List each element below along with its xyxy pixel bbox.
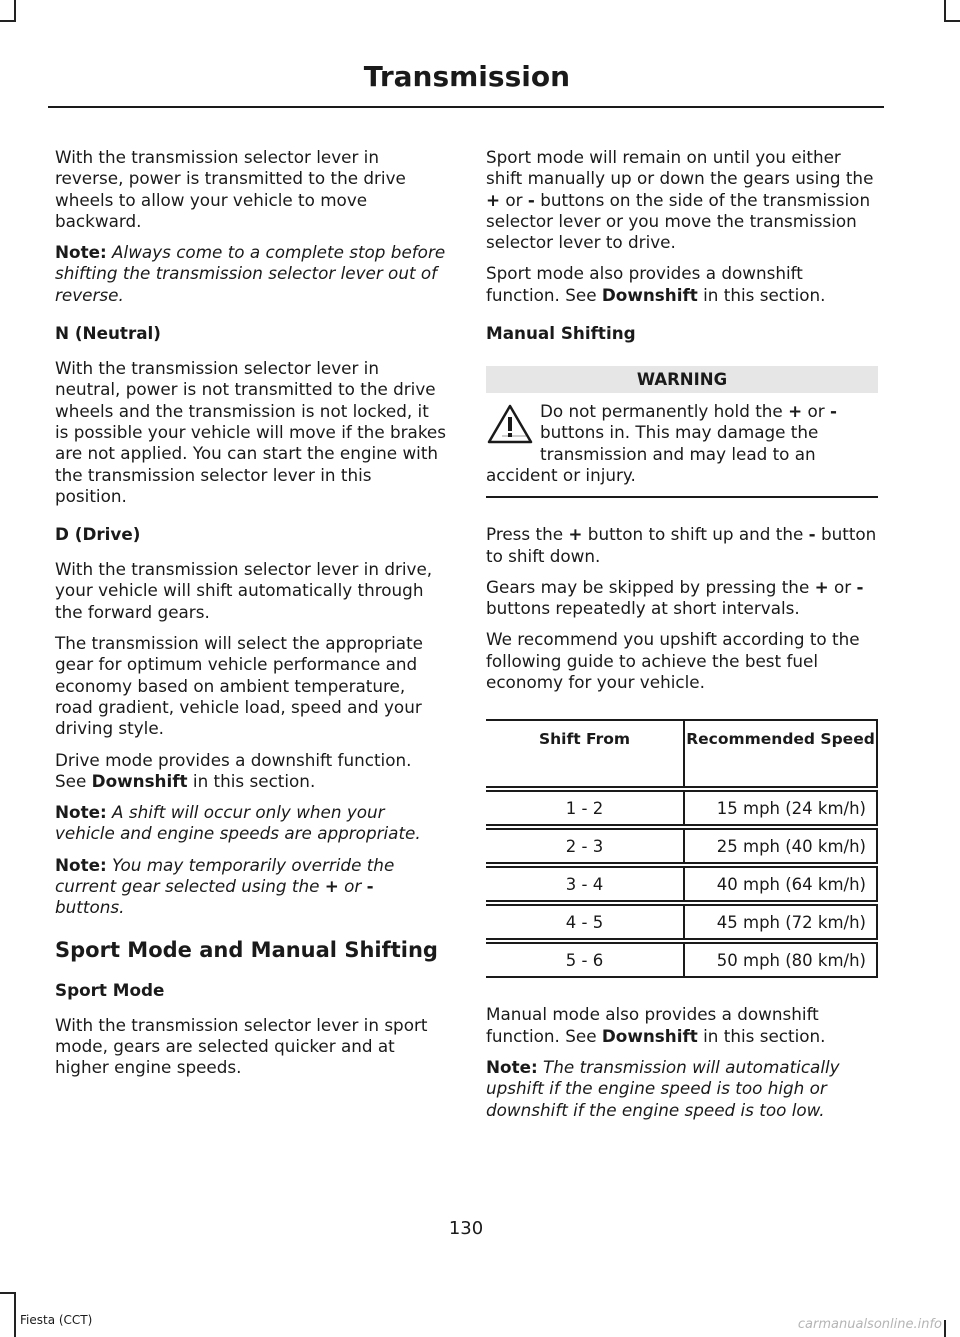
note-text: The transmission will automatically upshift if the engine speed is too high or downshift if the engine speed is too low. [486,1056,840,1120]
text: buttons in. This may damage the transmission and may lead to an [540,422,819,464]
paragraph: With the transmission selector lever in reverse, power is transmitted to the drive wheels to allow your vehicle to move backward. [55,147,406,231]
plus-symbol: + [814,576,829,597]
note-label: Note: [55,802,107,823]
crop-mark [14,1292,16,1337]
shift-from-cell: 5 - 6 [486,943,684,977]
note [55,855,447,919]
warning-triangle-icon [486,403,534,445]
shift-from-cell: 3 - 4 [486,867,684,901]
plus-symbol: + [486,189,501,210]
text: button to shift down. [486,524,877,566]
note-text: buttons. [55,897,125,918]
model-label: Fiesta (CCT) [20,1313,93,1327]
text: Do not permanently hold the [540,401,783,422]
column-header-recommended-speed: Recommended Speed [684,720,877,787]
speed-cell: 15 mph (24 km/h) [684,791,877,825]
warning-title: WARNING [486,366,878,393]
text: Press the [486,524,564,545]
text: in this section. [703,284,826,305]
text: or [505,189,523,210]
minus-symbol: - [527,189,535,210]
paragraph [486,263,878,306]
text: Drive mode provides a downshift function. See [55,749,412,791]
paragraph: With the transmission selector lever in drive, your vehicle will shift automatically through the forward gears. [55,559,433,622]
text: or [807,401,825,422]
note-text: or [344,876,362,897]
text: in this section. [703,1025,826,1046]
shift-from-cell: 2 - 3 [486,829,684,863]
text: Sport mode will remain on until you either shift manually up or down the gears using the [486,147,874,189]
speed-cell: 40 mph (64 km/h) [684,867,877,901]
shift-from-cell: 4 - 5 [486,905,684,939]
note-label: Note: [486,1056,538,1077]
speed-cell: 50 mph (80 km/h) [684,943,877,977]
table-header-row [486,720,877,787]
page-number: 130 [448,1218,484,1239]
section-heading-drive: D (Drive) [55,524,141,545]
paragraph: With the transmission selector lever in neutral, power is not transmitted to the drive wheels and the transmission is not locked, it is possible your vehicle will move if the brakes are not applied. You can start the engine with the transmission selector lever in this position. [55,358,446,506]
table-row [486,829,877,863]
note-text: You may temporarily override the current gear selected using the [55,854,395,897]
paragraph [486,524,878,567]
table-row [486,905,877,939]
note-text: A shift will occur only when your vehicle and engine speeds are appropriate. [55,802,421,844]
paragraph [55,750,447,793]
text: or [834,576,852,597]
text: buttons repeatedly at short intervals. [486,598,800,619]
note [55,802,447,845]
plus-symbol: + [324,876,339,897]
minus-symbol: - [808,524,816,545]
minus-symbol: - [856,576,864,597]
paragraph: We recommend you upshift according to the following guide to achieve the best fuel economy for your vehicle. [486,629,860,693]
left-column [55,147,447,1089]
page-title: Transmission [363,60,570,93]
shift-from-cell: 1 - 2 [486,791,684,825]
shift-speed-table [486,719,878,978]
warning-box [486,401,878,498]
text: in this section. [192,770,316,791]
right-column [486,147,878,1131]
table-row [486,867,877,901]
watermark: carmanualsonline.info [797,1317,942,1332]
paragraph [486,577,878,620]
note-label: Note: [55,242,107,263]
speed-cell: 25 mph (40 km/h) [684,829,877,863]
speed-cell: 45 mph (72 km/h) [684,905,877,939]
cross-reference-downshift: Downshift [91,770,188,791]
cross-reference-downshift: Downshift [601,284,698,305]
text: Manual mode also provides a downshift function. See [486,1004,819,1046]
header-rule [48,106,884,108]
crop-mark [944,20,960,22]
text: Gears may be skipped by pressing the [486,576,810,597]
cross-reference-downshift: Downshift [601,1025,698,1046]
paragraph: With the transmission selector lever in sport mode, gears are selected quicker and at higher engine speeds. [55,1014,428,1078]
crop-mark [0,20,16,22]
minus-symbol: - [366,876,374,897]
paragraph [486,147,878,253]
section-heading-sport: Sport Mode [55,979,165,1000]
table-row [486,943,877,977]
plus-symbol: + [568,524,583,545]
paragraph [486,1004,878,1047]
section-heading-manual: Manual Shifting [486,323,636,344]
note [55,242,447,306]
warning-text [540,401,878,465]
text: buttons on the side of the transmission selector lever or you move the transmission selector lever to drive. [486,189,871,253]
text: button to shift up and the [587,524,804,545]
table-row [486,791,877,825]
paragraph: The transmission will select the appropriate gear for optimum vehicle performance and economy based on ambient temperature, road gradient, vehicle load, speed and your driving style. [55,633,423,739]
minus-symbol: - [830,401,837,422]
note-text: Always come to a complete stop before shifting the transmission selector lever out of reverse. [55,242,446,305]
crop-mark [14,0,16,22]
crop-mark [944,1320,946,1337]
text: Sport mode also provides a downshift function. See [486,263,803,305]
crop-mark [0,1292,16,1294]
plus-symbol: + [788,401,803,422]
column-header-shift-from: Shift From [486,720,684,787]
section-heading-sport-manual: Sport Mode and Manual Shifting [55,937,438,962]
note [486,1057,878,1121]
section-heading-neutral: N (Neutral) [55,323,161,344]
note-label: Note: [55,854,107,875]
warning-text-tail: accident or injury. [486,464,636,485]
crop-mark [944,0,946,22]
